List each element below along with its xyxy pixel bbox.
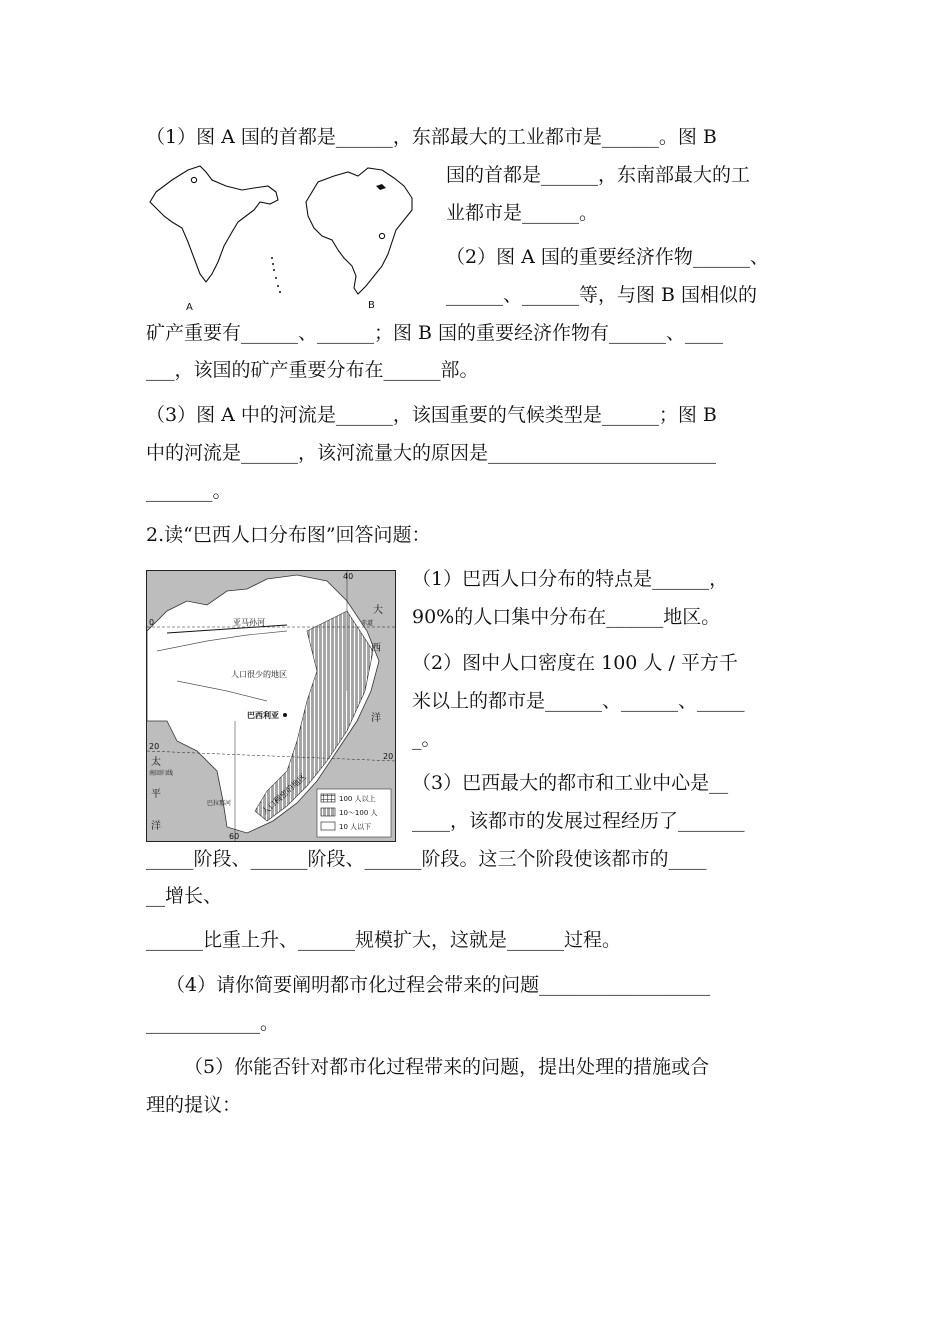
lbl-pacific-yang: 洋 [151, 821, 161, 832]
lbl-atlantic-da: 大 [373, 605, 383, 616]
map-legend [317, 789, 391, 837]
lbl-60: 60 [229, 832, 240, 841]
q2-line-8: _____阶段、______阶段、______阶段。这三个阶段使该都市的____ [146, 848, 707, 870]
capital-dot [283, 713, 287, 717]
lbl-dense-area: 人口稠密的地区 [260, 772, 308, 817]
lbl-amazon: 亚马孙河 [233, 618, 265, 627]
q2-line-3: （2）图中人口密度在 100 人 / 平方千 [412, 652, 738, 674]
map-b-label: B [368, 300, 375, 311]
q1-line-7: ___，该国的矿产重要分布在______部。 [146, 359, 479, 381]
q1-line-2: 国的首都是______，东南部最大的工 [446, 164, 751, 186]
q1-line-1: （1）图 A 国的首都是______，东部最大的工业都市是______。图 B [146, 126, 717, 148]
q2-line-1: （1）巴西人口分布的特点是______， [412, 568, 729, 590]
q1-line-4: （2）图 A 国的重要经济作物______、 [446, 246, 769, 268]
brazil-map-svg [147, 571, 395, 841]
brazil-population-map [146, 570, 396, 842]
lbl-equator: 赤道 [361, 620, 374, 627]
lbl-20: 20 [149, 742, 160, 751]
q2-line-9: __增长、 [146, 885, 223, 907]
map-b-brazil-outline [306, 168, 412, 294]
legend-mid: 10～100 人 [339, 809, 378, 817]
q2-line-4: 米以上的都市是______、______、_____ [412, 690, 745, 712]
q1-line-6: 矿产重要有______、______；图 B 国的重要经济作物有______、____ [146, 322, 724, 344]
q1-line-3: 业都市是______。 [446, 202, 599, 224]
lbl-20-right: 20 [383, 752, 394, 761]
q2-line-2: 90%的人口集中分布在______地区。 [412, 606, 721, 628]
legend-high: 100 人以上 [339, 795, 376, 803]
lbl-sparse-area: 人口很少的地区 [231, 670, 287, 679]
q2-title: 2.读“巴西人口分布图”回答问题： [146, 524, 431, 546]
lbl-pacific-ping: 平 [151, 789, 161, 800]
lbl-pacific-tai: 太 [151, 757, 161, 768]
lbl-capital: 巴西利亚 [247, 711, 279, 720]
legend-swatch-mid [321, 808, 335, 816]
q2-line-7: ____，该都市的发展过程经历了_______ [412, 810, 745, 832]
lbl-40-top: 40 [343, 572, 354, 581]
q2-line-14: 理的提议： [146, 1094, 242, 1116]
q1-line-9: 中的河流是______，该河流量大的原因是________________________ [146, 442, 717, 464]
q2-line-12: ____________。 [146, 1012, 280, 1034]
legend-swatch-low [321, 822, 335, 830]
q1-line-8: （3）图 A 中的河流是______，该国重要的气候类型是______；图 B [146, 404, 717, 426]
lbl-tropic: 南回归线 [149, 770, 174, 777]
q2-line-5: _。 [412, 728, 441, 750]
lbl-parana: 巴拉那河 [207, 800, 232, 807]
map-a-india-outline [150, 166, 278, 282]
map-a-label: A [186, 302, 193, 313]
lbl-0: 0 [149, 618, 155, 627]
legend-low: 10 人以下 [339, 823, 372, 831]
legend-swatch-high [321, 794, 335, 802]
map-a-islands [271, 257, 281, 293]
q2-line-10: ______比重上升、______规模扩大，这就是______过程。 [146, 929, 622, 951]
q2-line-6: （3）巴西最大的都市和工业中心是__ [412, 772, 729, 794]
lbl-atlantic-xi: 西 [371, 643, 381, 654]
lbl-atlantic-yang: 洋 [371, 713, 381, 724]
q2-line-13: （5）你能否针对都市化过程带来的问题，提出处理的措施或合 [184, 1056, 710, 1078]
map-b-island [376, 184, 386, 190]
q1-line-5: ______、______等，与图 B 国相似的 [446, 284, 758, 306]
outline-maps-figure [142, 158, 432, 318]
q2-line-11: （4）请你简要阐明都市化过程会带来的问题__________________ [166, 974, 711, 996]
q1-line-10: _______。 [146, 480, 232, 502]
